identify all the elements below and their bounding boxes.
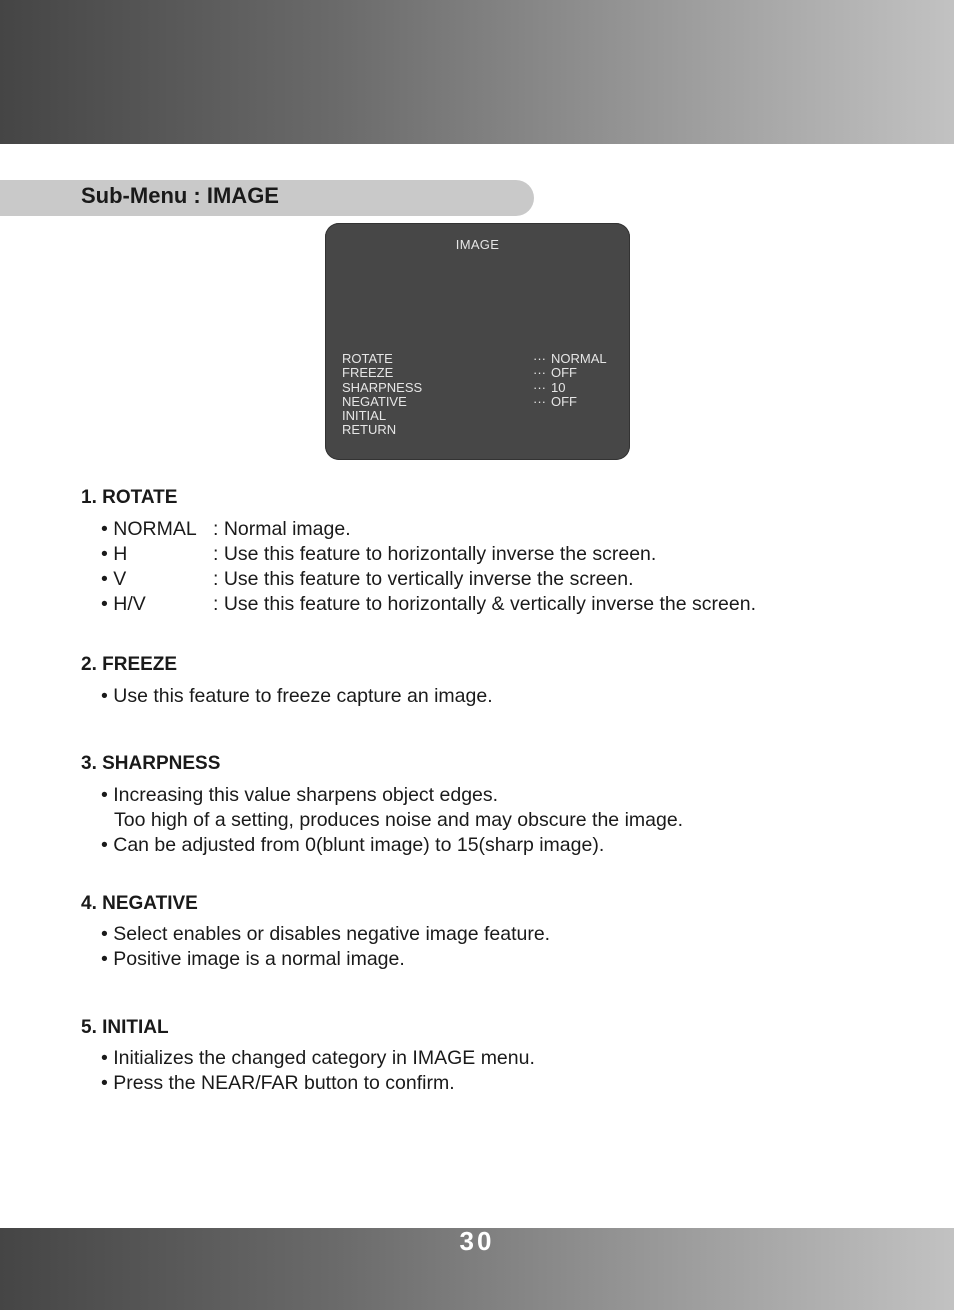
osd-row-sharpness — [342, 381, 617, 395]
osd-row-dots: ··· — [533, 365, 546, 381]
rotate-item-desc: : Use this feature to horizontally inverse the screen. — [213, 543, 657, 565]
osd-row-dots: ··· — [533, 379, 546, 395]
osd-row-return — [342, 423, 617, 437]
negative-line: • Positive image is a normal image. — [101, 948, 405, 970]
rotate-item-desc: : Normal image. — [213, 518, 351, 540]
rotate-item-desc: : Use this feature to vertically inverse the screen. — [213, 568, 634, 590]
rotate-item-desc: : Use this feature to horizontally & vertically inverse the screen. — [213, 593, 756, 615]
osd-row-value: OFF — [551, 365, 577, 381]
rotate-item-normal — [101, 518, 351, 541]
osd-menu-list — [342, 352, 617, 438]
sharpness-line: • Can be adjusted from 0(blunt image) to 15(sharp image). — [101, 834, 605, 856]
osd-row-label: RETURN — [342, 422, 397, 438]
osd-row-label: SHARPNESS — [342, 379, 423, 395]
page-number: 30 — [459, 1226, 495, 1256]
osd-menu-screen — [325, 223, 630, 460]
rotate-item-h — [101, 543, 657, 566]
osd-row-rotate — [342, 352, 617, 366]
osd-row-negative — [342, 395, 617, 409]
rotate-item-v — [101, 568, 634, 591]
osd-row-dots: ··· — [533, 393, 546, 409]
osd-row-label: ROTATE — [342, 351, 393, 366]
sharpness-line: • Increasing this value sharpens object edges. — [101, 784, 499, 806]
rotate-item-key: • H/V — [101, 593, 146, 615]
section-title: Sub-Menu : IMAGE — [81, 183, 279, 208]
osd-row-value: OFF — [551, 393, 577, 409]
header-band — [0, 0, 954, 144]
initial-heading: 5. INITIAL — [81, 1017, 169, 1038]
osd-row-label: NEGATIVE — [342, 393, 407, 409]
osd-row-label: FREEZE — [342, 365, 394, 381]
rotate-heading: 1. ROTATE — [81, 487, 178, 508]
negative-heading: 4. NEGATIVE — [81, 893, 198, 914]
osd-row-value: NORMAL — [551, 351, 607, 366]
rotate-item-key: • NORMAL — [101, 518, 197, 540]
freeze-heading: 2. FREEZE — [81, 654, 178, 675]
osd-menu-title: IMAGE — [455, 237, 500, 252]
rotate-item-key: • V — [101, 568, 127, 590]
osd-row-freeze — [342, 366, 617, 380]
sharpness-line: Too high of a setting, produces noise and may obscure the image. — [114, 809, 684, 831]
osd-row-value: 10 — [551, 379, 566, 395]
initial-line: • Press the NEAR/FAR button to confirm. — [101, 1072, 455, 1094]
sharpness-heading: 3. SHARPNESS — [81, 753, 221, 774]
initial-line: • Initializes the changed category in IMAGE menu. — [101, 1047, 535, 1069]
freeze-line: • Use this feature to freeze capture an image. — [101, 685, 493, 707]
osd-row-dots: ··· — [533, 351, 546, 366]
rotate-item-hv — [101, 593, 756, 616]
negative-line: • Select enables or disables negative image feature. — [101, 923, 551, 945]
osd-row-initial — [342, 409, 617, 423]
osd-row-label: INITIAL — [342, 408, 387, 424]
rotate-item-key: • H — [101, 543, 128, 565]
